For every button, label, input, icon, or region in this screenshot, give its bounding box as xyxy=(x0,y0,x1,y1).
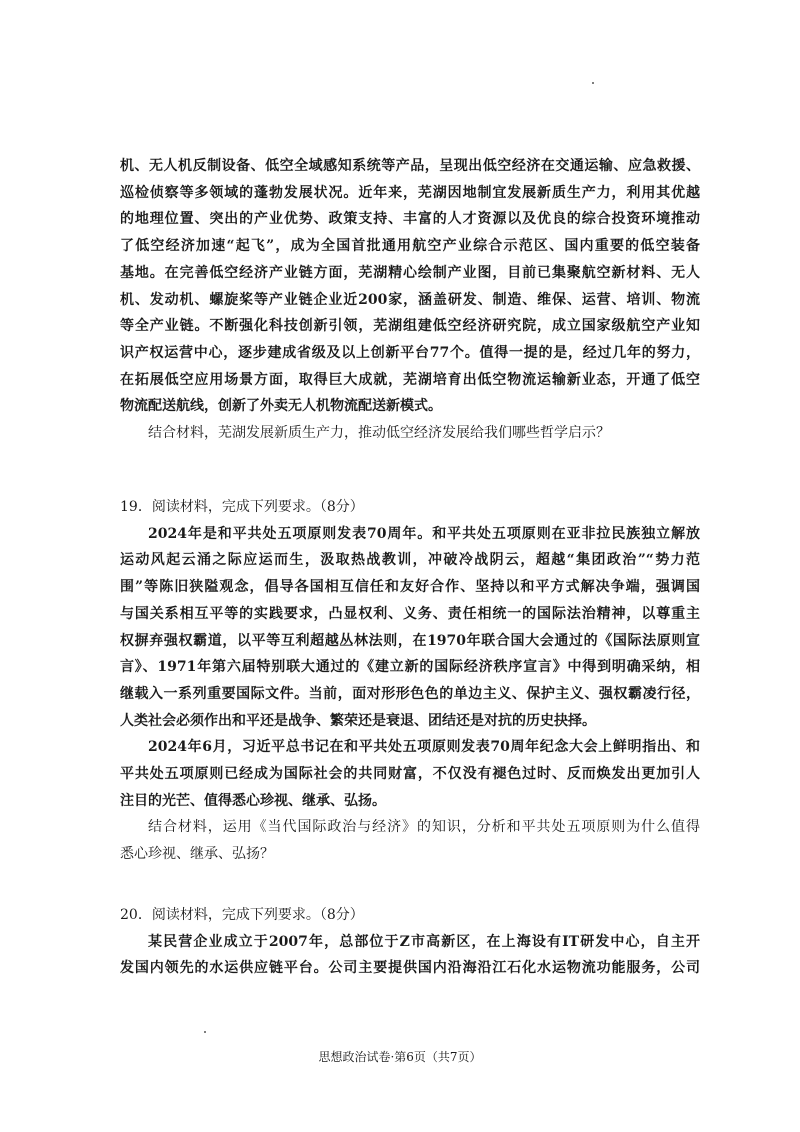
material-line: 机、发动机、螺旋桨等产业链企业近200家，涵盖研发、制造、维保、运营、培训、物流 xyxy=(120,291,700,308)
material-line: 在拓展低空应用场景方面，取得巨大成就，芜湖培育出低空物流运输新业态，开通了低空 xyxy=(120,371,700,388)
question-19 xyxy=(120,494,700,868)
question-18-prompt: 结合材料，芜湖发展新质生产力，推动低空经济发展给我们哪些哲学启示？ xyxy=(148,425,610,442)
material-line: 运动风起云涌之际应运而生，汲取热战教训，冲破冷战阴云，超越“集团政治”“势力范 xyxy=(120,552,700,569)
page-footer: 思想政治试卷·第6页（共7页） xyxy=(318,1050,482,1064)
material-line: 人类社会必须作出和平还是战争、繁荣还是衰退、团结还是对抗的历史抉择。 xyxy=(120,712,596,729)
material-line: 了低空经济加速“起飞”，成为全国首批通用航空产业综合示范区、国内重要的低空装备 xyxy=(120,238,700,255)
material-line: 等全产业链。不断强化科技创新引领，芜湖组建低空经济研究院，成立国家级航空产业知 xyxy=(120,318,700,335)
material-line: 识产权运营中心，逐步建成省级及以上创新平台77个。值得一提的是，经过几年的努力， xyxy=(120,344,700,361)
material-line: 围”等陈旧狭隘观念，倡导各国相互信任和友好合作、坚持以和平方式解决争端，强调国 xyxy=(120,579,700,596)
material-line: 与国关系相互平等的实践要求，凸显权利、义务、责任相统一的国际法治精神，以尊重主 xyxy=(120,605,700,622)
question-19-material xyxy=(120,521,700,815)
material-line: 基地。在完善低空经济产业链方面，芜湖精心绘制产业图，目前已集聚航空新材料、无人 xyxy=(120,264,700,281)
question-20-material xyxy=(120,929,700,982)
material-line: 巡检侦察等多领域的蓬勃发展状况。近年来，芜湖因地制宜发展新质生产力，利用其优越 xyxy=(120,184,700,201)
question-20 xyxy=(120,902,700,982)
material-line: 发国内领先的水运供应链平台。公司主要提供国内沿海沿江石化水运物流功能服务，公司 xyxy=(120,960,700,977)
material-line: 某民营企业成立于2007年，总部位于Z市高新区，在上海设有IT研发中心，自主开 xyxy=(148,933,700,950)
question-19-header: 19．阅读材料，完成下列要求。（8分） xyxy=(120,499,364,515)
material-line: 的地理位置、突出的产业优势、政策支持、丰富的人才资源以及优良的综合投资环境推动 xyxy=(120,211,700,228)
scan-speck xyxy=(204,1031,206,1033)
question-19-prompt-line: 结合材料，运用《当代国际政治与经济》的知识，分析和平共处五项原则为什么值得 xyxy=(148,819,700,836)
material-line: 2024年6月，习近平总书记在和平共处五项原则发表70周年纪念大会上鲜明指出、和 xyxy=(148,739,700,756)
material-line: 机、无人机反制设备、低空全域感知系统等产品，呈现出低空经济在交通运输、应急救援、 xyxy=(120,158,700,174)
scan-speck xyxy=(592,82,594,84)
material-line: 权摒弃强权霸道，以平等互利超越丛林法则，在1970年联合国大会通过的《国际法原则宣 xyxy=(120,632,700,649)
material-line: 物流配送航线，创新了外卖无人机物流配送新模式。 xyxy=(120,398,442,415)
question-19-prompt-line: 悉心珍视、继承、弘扬？ xyxy=(120,846,274,863)
material-continuation-block xyxy=(120,153,700,447)
material-line: 2024年是和平共处五项原则发表70周年。和平共处五项原则在亚非拉民族独立解放 xyxy=(148,525,700,542)
material-line: 平共处五项原则已经成为国际社会的共同财富，不仅没有褪色过时、反而焕发出更加引人 xyxy=(120,766,700,783)
question-20-header: 20．阅读材料，完成下列要求。（8分） xyxy=(120,907,364,923)
material-line: 言》、1971年第六届特别联大通过的《建立新的国际经济秩序宣言》中得到明确采纳，相 xyxy=(120,659,700,676)
material-line: 继载入一系列重要国际文件。当前，面对形形色色的单边主义、保护主义、强权霸凌行径， xyxy=(120,685,700,702)
material-line: 注目的光芒、值得悉心珍视、继承、弘扬。 xyxy=(120,792,386,809)
